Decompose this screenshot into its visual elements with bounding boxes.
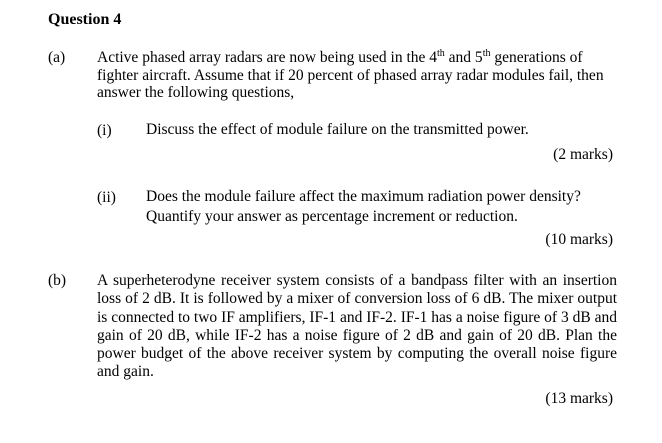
part-a-text-3: generations of fighter aircraft. Assume that if 20 percent of phased array radar modules fail, then answer the following questions, xyxy=(97,49,604,101)
part-b-marks: (13 marks) xyxy=(545,390,613,407)
part-a-text xyxy=(97,49,617,102)
sub-ii-text: Does the module failure affect the maximum radiation power density? Quantify your answer as percentage increment or reduction. xyxy=(146,188,581,225)
question-title: Question 4 xyxy=(48,11,122,28)
sub-ii-label: (ii) xyxy=(97,189,116,206)
sub-ii-marks: (10 marks) xyxy=(545,231,613,248)
sub-i-marks: (2 marks) xyxy=(553,146,613,163)
sub-i-label: (i) xyxy=(97,122,112,139)
part-a-label: (a) xyxy=(48,49,66,66)
part-a-sup-1: th xyxy=(437,47,445,59)
part-a-sup-2: th xyxy=(482,47,491,59)
part-b-label: (b) xyxy=(48,272,67,289)
part-a-text-2: and 5 xyxy=(444,49,483,66)
part-a-text-1: Active phased array radars are now being used in the 4 xyxy=(97,49,438,66)
part-b-text: A superheterodyne receiver system consists of a bandpass filter with an insertion loss of 2 dB. It is followed by a mixer of conversion loss of 6 dB. The mixer output is connected to two IF amplifiers, IF-1 and IF-2. IF-1 has a noise figure of 3 dB and gain of 20 dB, while IF-2 has a noise figure of 2 dB and gain of 20 dB. Plan the power budget of the above receiver system by computing the overall noise figure and gain. xyxy=(97,272,617,381)
sub-i-text: Discuss the effect of module failure on the transmitted power. xyxy=(146,121,529,138)
